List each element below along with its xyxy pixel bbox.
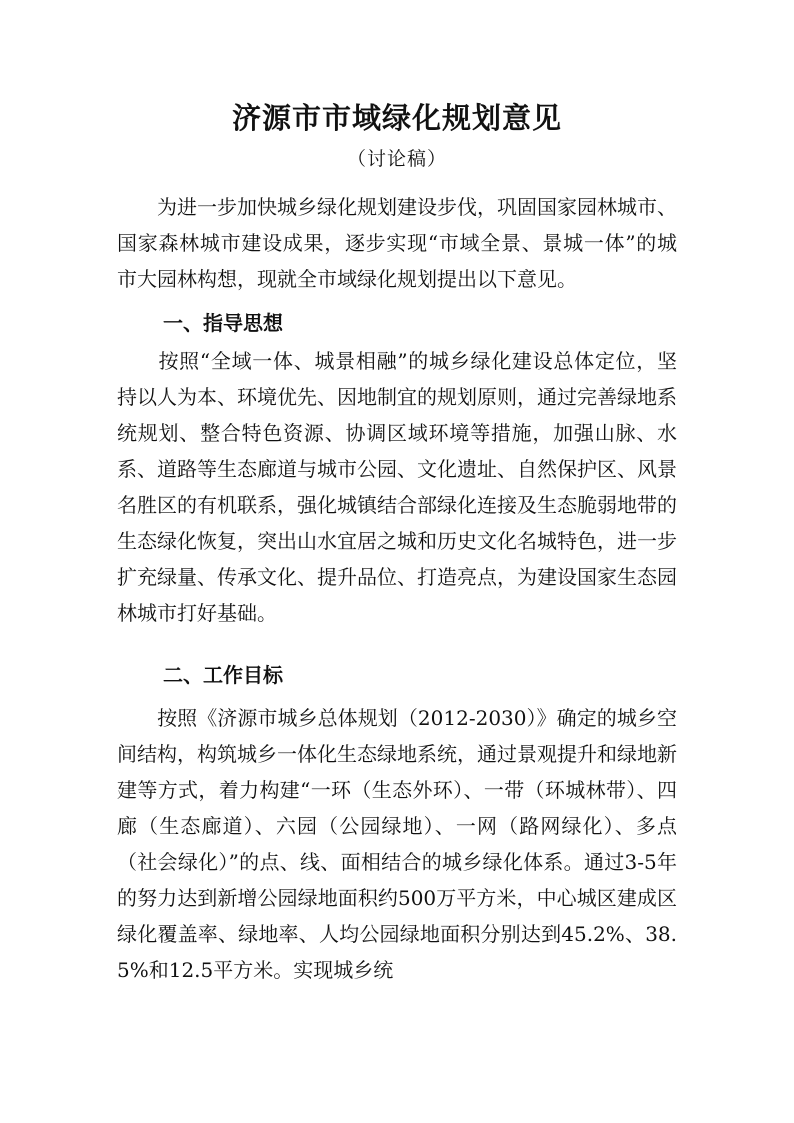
section-body-work-goals: 按照《济源市城乡总体规划（2012-2030）》确定的城乡空间结构，构筑城乡一体化生态绿地系统，通过景观提升和绿地新建等方式，着力构建“一环（生态外环）、一带（环城林带）、四廊（生态廊道）、六园（公园绿地）、一网（路网绿化）、多点（社会绿化）”的点、线、面相结合的城乡绿化体系。通过3-5年的努力达到新增公园绿地面积约500万平方米，中心城区建成区绿化覆盖率、绿地率、人均公园绿地面积分别达到45.2%、38.5%和12.5平方米。实现城乡统 <box>117 706 677 982</box>
intro-paragraph: 为进一步加快城乡绿化规划建设步伐，巩固国家园林城市、国家森林城市建设成果，逐步实现“市域全景、景城一体”的城市大园林构想，现就全市域绿化规划提出以下意见。 <box>117 195 677 291</box>
section-body-guiding-ideology: 按照“全域一体、城景相融”的城乡绿化建设总体定位，坚持以人为本、环境优先、因地制宜的规划原则，通过完善绿地系统规划、整合特色资源、协调区域环境等措施，加强山脉、水系、道路等生态廊道与城市公园、文化遗址、自然保护区、风景名胜区的有机联系，强化城镇结合部绿化连接及生态脆弱地带的生态绿化恢复，突出山水宜居之城和历史文化名城特色，进一步扩充绿量、传承文化、提升品位、打造亮点，为建设国家生态园林城市打好基础。 <box>117 349 677 625</box>
section-heading-work-goals: 二、工作目标 <box>163 663 283 687</box>
document-title: 济源市市域绿化规划意见 <box>231 101 562 135</box>
section-heading-guiding-ideology: 一、指导思想 <box>163 311 283 335</box>
document-subtitle: （讨论稿） <box>346 148 447 170</box>
